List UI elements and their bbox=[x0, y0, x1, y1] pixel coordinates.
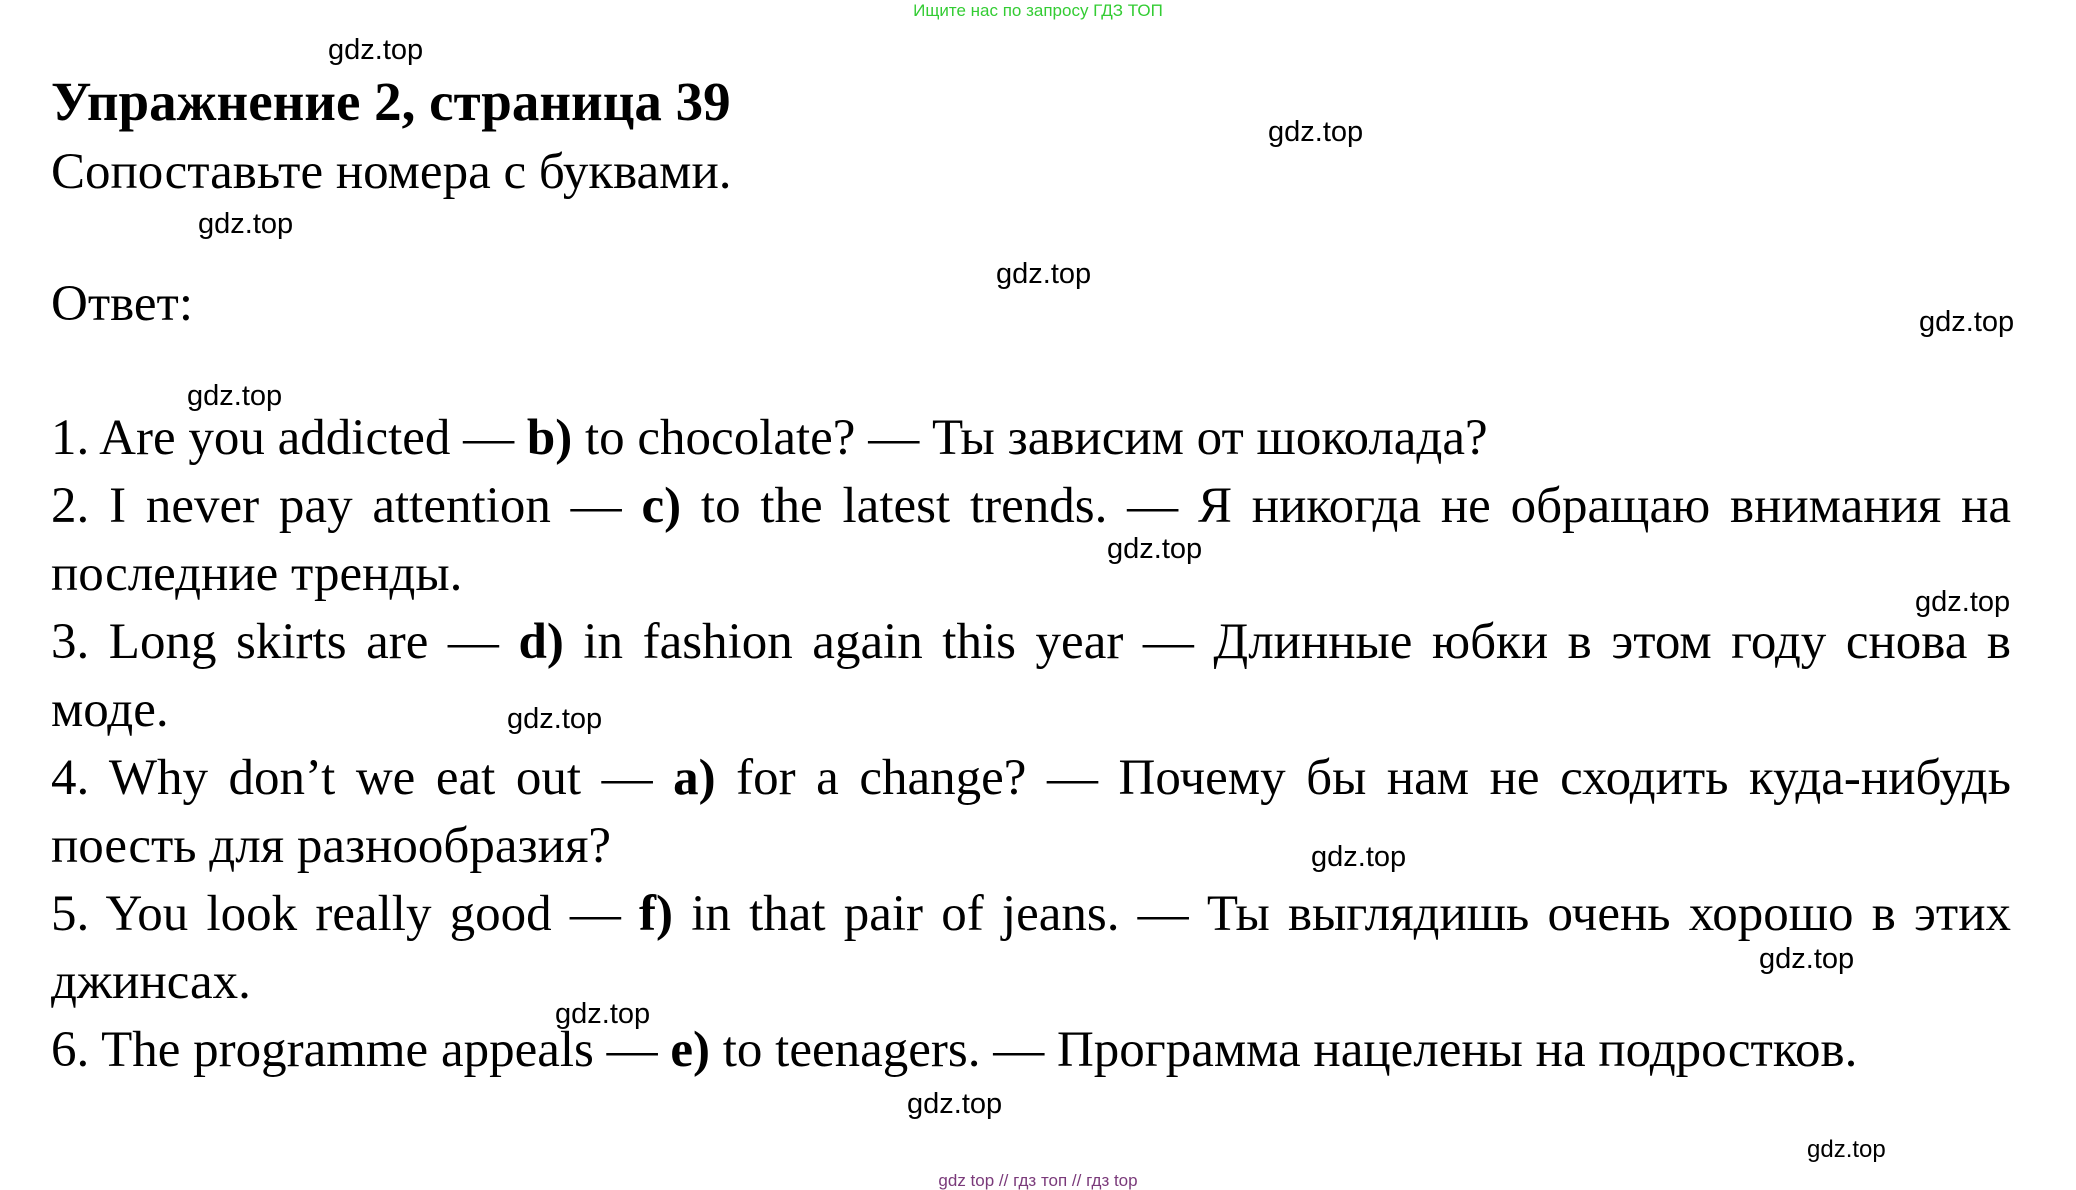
answer-item bbox=[51, 744, 2011, 880]
answer-lead: 1. Are you addicted — bbox=[51, 410, 527, 466]
answer-lead: 3. Long skirts are — bbox=[51, 614, 519, 670]
page-title: Упражнение 2, страница 39 bbox=[51, 71, 731, 132]
answer-lead: 4. Why don’t we eat out — bbox=[51, 750, 674, 806]
answer-lead: 6. The programme appeals — bbox=[51, 1022, 671, 1078]
answer-key: d) bbox=[518, 614, 564, 670]
answer-list bbox=[51, 404, 2011, 1084]
answer-tail: for a change? — Почему бы нам не сходить куда-нибудь поесть для разнообразия? bbox=[51, 750, 2011, 874]
answer-item bbox=[51, 1016, 2011, 1084]
answer-key: b) bbox=[526, 410, 573, 466]
answer-lead: 5. You look really good — bbox=[51, 886, 640, 942]
watermark: gdz.top bbox=[1807, 1136, 1886, 1163]
answer-tail: to teenagers. — Программа нацелены на подростков. bbox=[710, 1022, 1858, 1078]
answer-tail: in fashion again this year — Длинные юбки в этом году снова в моде. bbox=[51, 614, 2011, 738]
answer-item bbox=[51, 608, 2011, 744]
watermark: gdz.top bbox=[1759, 943, 1855, 975]
watermark: gdz.top bbox=[187, 380, 283, 412]
watermark: gdz.top bbox=[1311, 841, 1407, 873]
answer-key: e) bbox=[670, 1022, 710, 1078]
watermark: gdz.top bbox=[555, 998, 651, 1030]
watermark: gdz.top bbox=[1919, 306, 2015, 338]
top-banner: Ищите нас по запросу ГДЗ ТОП bbox=[913, 1, 1163, 20]
watermark: gdz.top bbox=[907, 1088, 1003, 1120]
answer-key: c) bbox=[641, 478, 682, 534]
answer-lead: 2. I never pay attention — bbox=[51, 478, 642, 534]
watermark: gdz.top bbox=[198, 208, 294, 240]
footer-watermark: gdz top // гдз топ // гдз top bbox=[938, 1171, 1138, 1190]
answer-item bbox=[51, 880, 2011, 1016]
watermark: gdz.top bbox=[1915, 586, 2011, 618]
answer-item bbox=[51, 404, 2011, 472]
answer-item bbox=[51, 472, 2011, 608]
answer-tail: to the latest trends. — Я никогда не обращаю внимания на последние тренды. bbox=[51, 478, 2012, 602]
answer-key: f) bbox=[639, 886, 674, 942]
watermark: gdz.top bbox=[328, 34, 424, 66]
watermark: gdz.top bbox=[996, 258, 1092, 290]
answer-label: Ответ: bbox=[51, 276, 193, 332]
instruction-text: Сопоставьте номера с буквами. bbox=[51, 144, 732, 200]
answer-tail: in that pair of jeans. — Ты выглядишь очень хорошо в этих джинсах. bbox=[51, 886, 2011, 1010]
answer-tail: to chocolate? — Ты зависим от шоколада? bbox=[572, 410, 1488, 466]
watermark: gdz.top bbox=[1107, 533, 1203, 565]
watermark: gdz.top bbox=[507, 703, 603, 735]
document-content bbox=[51, 66, 2011, 1084]
watermark: gdz.top bbox=[1268, 116, 1364, 148]
answer-key: a) bbox=[673, 750, 716, 806]
